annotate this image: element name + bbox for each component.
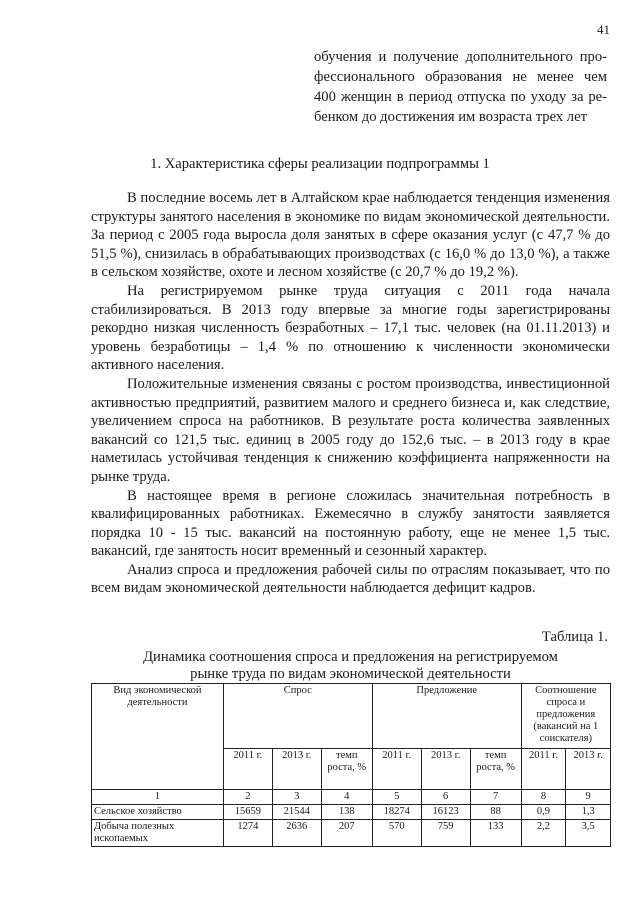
header-activity: Вид экономической деятельности [92,684,224,790]
table-label: Таблица 1. [541,629,608,645]
table-cell: Добыча полезных ископаемых [92,820,224,847]
table-cell: 3,5 [566,820,611,847]
subheader-cell: 2013 г. [272,749,321,790]
table-cell: 133 [470,820,521,847]
table-cell: 21544 [272,805,321,820]
table-cell: 570 [372,820,421,847]
table-caption-line: Динамика соотношения спроса и предложения на регистрируемом [143,649,558,665]
table-cell: 2636 [272,820,321,847]
paragraph: В последние восемь лет в Алтайском крае наблюдается тенденция изменения структуры занятого населения в экономике по видам экономической деятельности. За период с 2005 года выросла доля занятых в сфере оказания услуг (с 47,7 % до 51,5 %), снизилась в обрабатывающих производствах (с 16,0 % до 13,0 %), а также в сельском хозяйстве, охоте и лесном хозяйстве (с 20,7 % до 19,2 %). [91,190,610,281]
header-supply: Предложение [372,684,521,749]
table-cell: 88 [470,805,521,820]
subheader-cell: темп роста, % [470,749,521,790]
table-cell: 1,3 [566,805,611,820]
table-cell: 15659 [223,805,272,820]
continuation-line: обучения и получение дополнительного про- [314,49,607,65]
column-number: 3 [272,790,321,805]
paragraph: В настоящее время в регионе сложилась значительная потребность в квалифицированных работниках. Ежемесячно в службу занятости заявляется порядка 10 - 15 тыс. вакансий на постоянную работу, еще не менее 1,5 тыс. вакансий, где занятость носит временный и сезонный характер. [91,487,610,560]
table-cell: 16123 [421,805,470,820]
column-number: 6 [421,790,470,805]
table-cell: 138 [321,805,372,820]
table-cell: 2,2 [521,820,566,847]
table-row [92,805,611,820]
column-number: 4 [321,790,372,805]
continuation-line: бенком до достижения им возраста трех лет [314,109,587,125]
header-ratio: Соотношение спроса и предложения (вакансий на 1 соискателя) [521,684,610,749]
column-number: 1 [92,790,224,805]
table-caption [91,649,610,683]
table-cell: Сельское хозяйство [92,805,224,820]
column-number: 5 [372,790,421,805]
column-number: 8 [521,790,566,805]
continuation-line: 400 женщин в период отпуска по уходу за ре- [314,89,607,105]
column-number: 9 [566,790,611,805]
subheader-cell: 2013 г. [421,749,470,790]
paragraph: На регистрируемом рынке труда ситуация с 2011 года начала стабилизироваться. В 2013 году впервые за многие годы зарегистрированы рекордно низкая численность безработных – 17,1 тыс. человек (на 01.11.2013) и уровень безработицы – 1,4 % по отношению к численности экономически активного населения. [91,282,610,374]
column-number: 2 [223,790,272,805]
subheader-cell: темп роста, % [321,749,372,790]
header-demand: Спрос [223,684,372,749]
data-table [91,683,611,847]
table-header-row [92,684,611,749]
column-number: 7 [470,790,521,805]
column-number-row [92,790,611,805]
table-cell: 18274 [372,805,421,820]
subheader-cell: 2013 г. [566,749,611,790]
continuation-text [314,47,607,127]
section-heading: 1. Характеристика сферы реализации подпрограммы 1 [150,156,490,172]
continuation-line: фессионального образования не менее чем [314,69,607,85]
paragraph: Положительные изменения связаны с ростом производства, инвестиционной активностью предприятий, развитием малого и среднего бизнеса и, как следствие, увеличением спроса на работников. В результате роста количества заявленных вакансий со 121,5 тыс. единиц в 2005 году до 152,6 тыс. – в 2013 году в крае наметилась устойчивая тенденция к снижению коэффициента напряженности на рынке труда. [91,375,610,485]
page-number: 41 [597,22,610,37]
body-text [91,189,610,598]
table-cell: 1274 [223,820,272,847]
table-row [92,820,611,847]
table-cell: 0,9 [521,805,566,820]
subheader-cell: 2011 г. [372,749,421,790]
paragraph: Анализ спроса и предложения рабочей силы по отраслям показывает, что по всем видам экономической деятельности наблюдается дефицит кадров. [91,561,610,597]
table-cell: 759 [421,820,470,847]
table-cell: 207 [321,820,372,847]
subheader-cell: 2011 г. [223,749,272,790]
table-caption-line: рынке труда по видам экономической деятельности [190,666,511,682]
subheader-cell: 2011 г. [521,749,566,790]
